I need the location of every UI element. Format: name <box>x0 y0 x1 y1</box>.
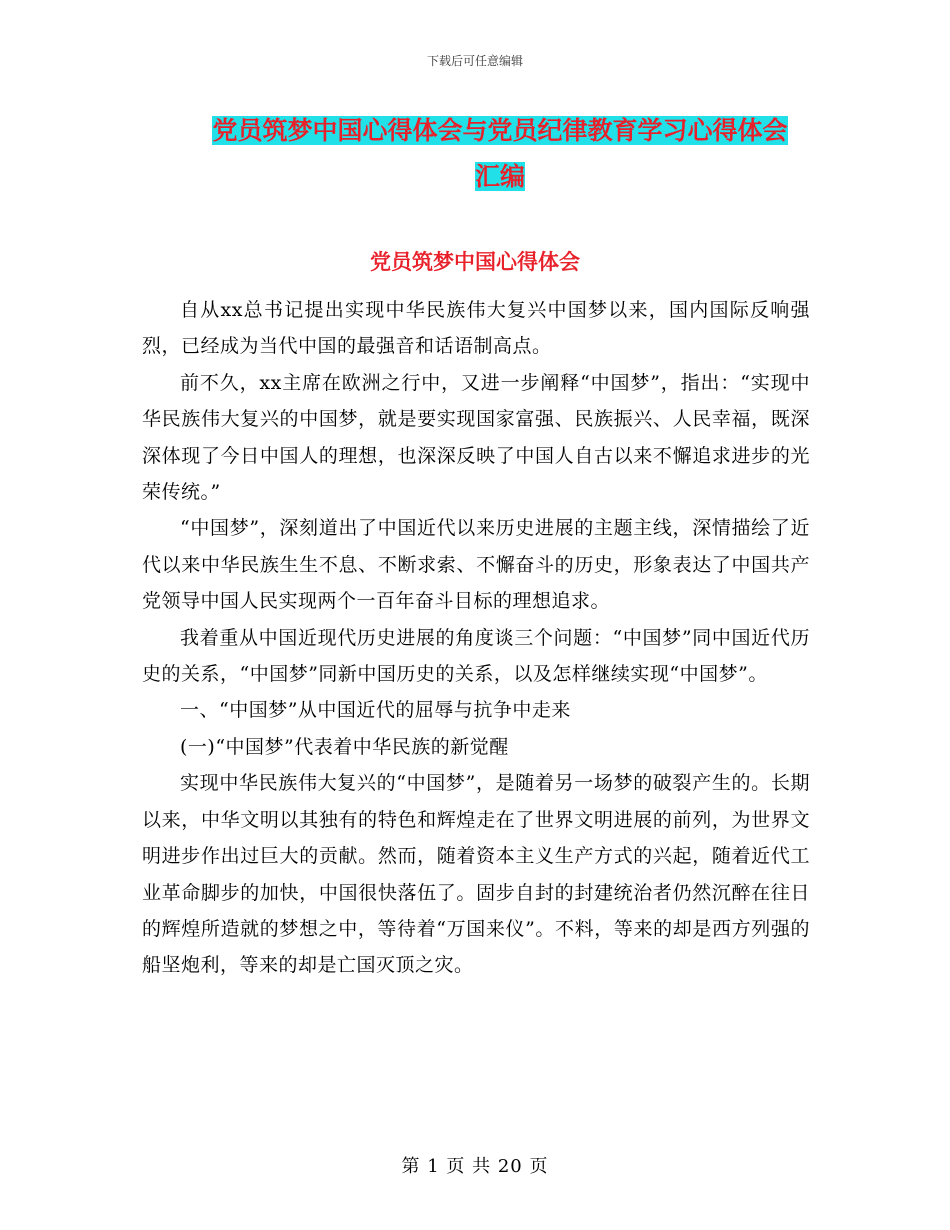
body-text <box>142 292 810 984</box>
paragraph: 我着重从中国近现代历史进展的角度谈三个问题：“中国梦”同中国近代历史的关系，“中国梦”同新中国历史的关系，以及怎样继续实现“中国梦”。 <box>142 626 810 686</box>
main-title-line-2: 汇编 <box>474 162 525 191</box>
section-title: 党员筑梦中国心得体会 <box>370 250 580 274</box>
paragraph: 自从xx总书记提出实现中华民族伟大复兴中国梦以来，国内国际反响强烈，已经成为当代中国的最强音和话语制高点。 <box>142 299 810 358</box>
paragraph: 前不久，xx主席在欧洲之行中，又进一步阐释“中国梦”，指出：“实现中华民族伟大复兴的中国梦，就是要实现国家富强、民族振兴、人民幸福，既深深体现了今日中国人的理想，也深深反映了中国人自古以来不懈追求进步的光荣传统。” <box>142 371 810 504</box>
main-title-line-1: 党员筑梦中国心得体会与党员纪律教育学习心得体会 <box>212 116 788 145</box>
main-title <box>120 108 880 200</box>
page-footer: 第 1 页 共 20 页 <box>401 1156 549 1177</box>
subsection-heading: (一)“中国梦”代表着中华民族的新觉醒 <box>180 735 509 758</box>
header-note: 下载后可任意编辑 <box>426 54 523 68</box>
paragraph: 实现中华民族伟大复兴的“中国梦”，是随着另一场梦的破裂产生的。长期以来，中华文明以其独有的特色和辉煌走在了世界文明进展的前列，为世界文明进步作出过巨大的贡献。然而，随着资本主义生产方式的兴起，随着近代工业革命脚步的加快，中国很快落伍了。固步自封的封建统治者仍然沉醉在往日的辉煌所造就的梦想之中，等待着“万国来仪”。不料，等来的却是西方列强的船坚炮利，等来的却是亡国灭顶之灾。 <box>142 772 810 977</box>
section-heading: 一、“中国梦”从中国近代的屈辱与抗争中走来 <box>180 699 571 722</box>
paragraph: “中国梦”，深刻道出了中国近代以来历史进展的主题主线，深情描绘了近代以来中华民族生生不息、不断求索、不懈奋斗的历史，形象表达了中国共产党领导中国人民实现两个一百年奋斗目标的理想追求。 <box>142 517 810 613</box>
